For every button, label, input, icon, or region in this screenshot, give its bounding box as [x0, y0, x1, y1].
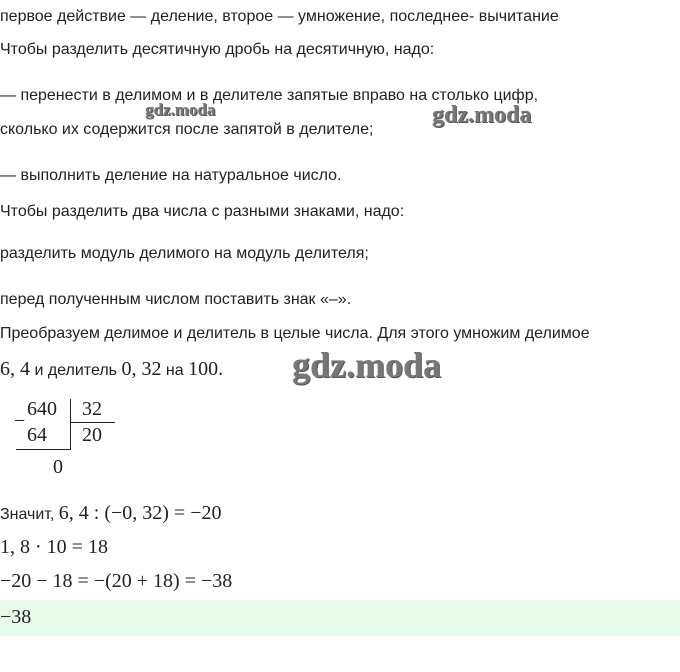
divisor: 32 [82, 398, 102, 420]
remainder: 0 [53, 456, 63, 478]
text-line: перед полученным числом поставить знак «–». [0, 291, 352, 308]
text: на [161, 362, 189, 379]
answer-highlight [0, 600, 680, 636]
watermark: gdz.moda [145, 100, 216, 119]
result-line: −20 − 18 = −(20 + 18) = −38 [0, 570, 233, 592]
result-line: 1, 8 · 10 = 18 [0, 536, 108, 558]
text-line: Чтобы разделить десятичную дробь на десятичную, надо: [0, 41, 435, 58]
result-line [0, 502, 221, 525]
math: 100. [188, 358, 224, 380]
divider-line [70, 399, 71, 449]
text-line [0, 358, 223, 381]
quotient: 20 [82, 424, 102, 446]
text: и делитель [30, 362, 122, 379]
divider-line [16, 449, 71, 450]
math: 0, 32 [121, 358, 162, 380]
text-line: — выполнить деление на натуральное число. [0, 167, 342, 184]
text-line: Чтобы разделить два числа с разными знаками, надо: [0, 203, 405, 220]
text-line: Преобразуем делимое и делитель в целые числа. Для этого умножим делимое [0, 325, 590, 342]
text-line: сколько их содержится после запятой в делителе; [0, 121, 374, 138]
math: 6, 4 : (−0, 32) = −20 [58, 502, 222, 524]
watermark: gdz.moda [292, 345, 442, 385]
watermark: gdz.moda [432, 102, 532, 128]
text-line: первое действие — деление, второе — умножение, последнее- вычитание [0, 8, 559, 25]
answer: −38 [0, 606, 32, 628]
text-line: разделить модуль делимого на модуль делителя; [0, 245, 369, 262]
subtrahend: 64 [27, 424, 47, 446]
minus-sign: − [14, 410, 26, 432]
dividend: 640 [27, 398, 57, 420]
text-line: — перенести в делимом и в делителе запятые вправо на столько цифр, [0, 87, 539, 104]
math: 6, 4 [0, 358, 30, 380]
divider-line [70, 422, 115, 423]
text: Значит, [0, 506, 59, 523]
